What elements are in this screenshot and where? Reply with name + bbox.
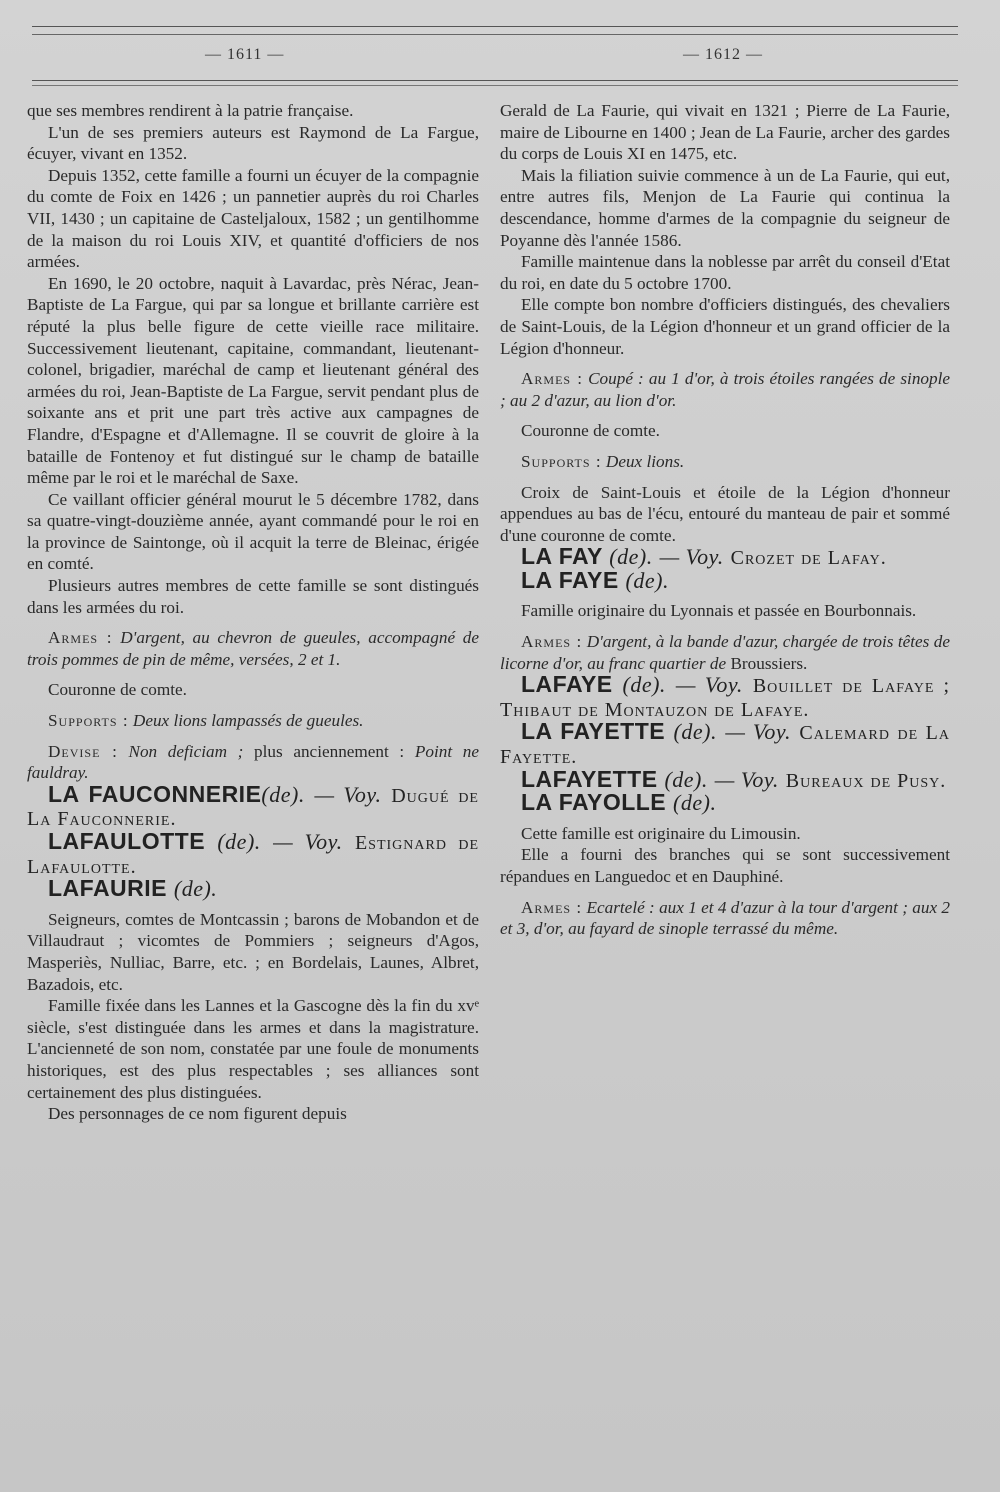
armes-label: Armes : <box>521 897 583 917</box>
devise-connector: plus anciennement : <box>254 741 405 761</box>
entry-voy: — Voy. <box>273 829 343 854</box>
croix-line: Croix de Saint-Louis et étoile de la Légion d'honneur appendues au bas de l'écu, entouré du manteau de pair et sommé d'une couronne de comte. <box>500 482 950 545</box>
paragraph: Plusieurs autres membres de cette famille se sont distingués dans les armées du roi. <box>27 576 479 617</box>
entry-particle: (de). <box>173 876 218 902</box>
supports-line <box>500 451 950 473</box>
couronne-line: Couronne de comte. <box>48 680 187 700</box>
paragraph: Famille fixée dans les Lannes et la Gascogne dès la fin du xvᵉ siècle, s'est distinguée dans les armes et dans la magistrature. L'ancienneté de son nom, constatée par une foule de monuments historiques, est des plus respectables ; ses alliances sont certainement des plus distinguées. <box>27 996 479 1102</box>
header-rule <box>32 80 958 81</box>
paragraph: L'un de ses premiers auteurs est Raymond de La Fargue, écuyer, vivant en 1352. <box>27 122 479 164</box>
paragraph: Seigneurs, comtes de Montcassin ; barons de Mobandon et de Villaudraut ; vicomtes de Pommiers ; seigneurs d'Agos, Masperiès, Nulliac, Barre, etc. ; en Bordelais, Launes, Albret, Bazadois, etc. <box>27 909 479 994</box>
header-rule-secondary <box>32 85 958 86</box>
entry-voy: — Voy. <box>714 766 779 792</box>
entry-particle: (de). <box>261 781 305 807</box>
entry-reference: Bureaux de Pusy. <box>785 769 947 792</box>
paragraph: Cette famille est originaire du Limousin. <box>521 823 801 843</box>
entry-reference: Estignard de Lafaulotte. <box>27 832 480 878</box>
entry-voy: — Voy. <box>725 719 791 745</box>
armes-label: Armes : <box>48 628 113 648</box>
entry-particle: (de). <box>673 719 717 745</box>
armes-label: Armes : <box>521 369 583 389</box>
entry-particle: (de). <box>664 766 708 792</box>
entry-name: LAFAULOTTE <box>48 828 206 854</box>
devise-label: Devise : <box>48 741 118 761</box>
entry-heading-lafaulotte <box>27 828 480 878</box>
armes-tail: Broussiers. <box>730 653 808 673</box>
left-column <box>27 100 479 1125</box>
right-page-number: — 1612 — <box>683 46 763 63</box>
entry-voy: — Voy. <box>659 544 724 570</box>
paragraph: Ce vaillant officier général mourut le 5 décembre 1782, dans sa quatre-vingt-douzième année, ayant commandé pour le roi en la province de Saintonge, où il acquit la terre de Bleinac, érigée en comté. <box>27 489 479 574</box>
armes-text: Ecartelé : aux 1 et 4 d'azur à la tour d'argent ; aux 2 et 3, d'or, au fayard de sinople terrassé du même. <box>500 897 950 939</box>
entry-name: LA FAY <box>521 543 603 570</box>
paragraph: Elle compte bon nombre d'officiers distingués, des chevaliers de Saint-Louis, de la Légion d'honneur et un grand officier de la Légion d'honneur. <box>500 295 950 358</box>
entry-heading-la-faye <box>500 566 950 593</box>
entry-particle: (de). <box>625 567 669 593</box>
supports-line <box>27 710 479 732</box>
entry-particle: (de). <box>622 672 666 698</box>
right-column <box>500 100 950 940</box>
paragraph: Gerald de La Faurie, qui vivait en 1321 ; Pierre de La Faurie, maire de Libourne en 1400 ; Jean de La Faurie, archer des gardes du corps de Louis XI en 1475, etc. <box>500 101 950 164</box>
paragraph: Famille originaire du Lyonnais et passée en Bourbonnais. <box>521 601 917 621</box>
devise-text: Non deficiam ; <box>128 741 244 761</box>
entry-voy: — Voy. <box>675 672 743 698</box>
entry-name: LA FAYE <box>521 566 619 593</box>
entry-reference: Bouillet de Lafaye ; Thibaut de Montauzon de Lafaye. <box>500 675 951 721</box>
entry-particle: (de). <box>217 829 261 854</box>
supports-text: Deux lions lampassés de gueules. <box>132 711 364 731</box>
entry-voy: — Voy. <box>314 781 382 807</box>
top-rule-secondary <box>32 34 958 35</box>
entry-reference: Crozet de Lafay. <box>730 547 887 570</box>
entry-name: LAFAYETTE <box>521 765 658 792</box>
armes-text: D'argent, au chevron de gueules, accompagné de trois pommes de pin de même, versées, 2 et 1. <box>27 628 479 669</box>
entry-name: LA FAUCONNERIE <box>48 780 262 807</box>
armes-line <box>27 627 479 670</box>
left-page-number: — 1611 — <box>205 46 285 63</box>
paragraph: En 1690, le 20 octobre, naquit à Lavardac, près Nérac, Jean-Baptiste de La Fargue, qui par sa longue et brillante carrière est réputé la plus belle figure de cette vieille race militaire. Successivement lieutenant, capitaine, commandant, lieutenant-colonel, brigadier, maréchal de camp et lieutenant général des armées du roi, Jean-Baptiste de La Fargue, servit pendant plus de soixante ans et prit une part très active aux campagnes de Flandre, d'Espagne et d'Allemagne. Il se couvrit de gloire à la bataille de Fontenoy et fut distingué sur le champ de bataille même par le roi et le maréchal de Saxe. <box>27 273 479 488</box>
armes-label: Armes : <box>521 632 583 652</box>
entry-heading-la-fayolle <box>500 789 950 816</box>
supports-label: Supports : <box>48 711 129 731</box>
supports-text: Deux lions. <box>605 451 685 471</box>
entry-name: LAFAYE <box>521 671 613 698</box>
paragraph: Famille maintenue dans la noblesse par arrêt du conseil d'Etat du roi, en date du 5 octobre 1700. <box>500 252 950 293</box>
armes-text: D'argent, à la bande d'azur, chargée de trois têtes de licorne d'or, au franc quartier de <box>500 632 951 673</box>
paragraph: Des personnages de ce nom figurent depuis <box>48 1104 347 1124</box>
paragraph: Elle a fourni des branches qui se sont successivement répandues en Languedoc et en Dauphiné. <box>500 845 950 886</box>
paragraph: que ses membres rendirent à la patrie française. <box>27 101 354 120</box>
devise-line <box>27 741 479 784</box>
entry-heading-la-fayette <box>500 718 950 769</box>
top-rule <box>32 26 958 27</box>
entry-name: LA FAYETTE <box>521 718 666 745</box>
supports-label: Supports : <box>521 451 602 471</box>
entry-name: LA FAYOLLE <box>521 789 667 816</box>
armes-line <box>500 368 950 411</box>
entry-name: LAFAURIE <box>48 875 167 902</box>
entry-heading-lafaurie <box>27 875 479 902</box>
armes-text: Coupé : au 1 d'or, à trois étoiles rangées de sinople ; au 2 d'azur, au lion d'or. <box>500 369 951 410</box>
armes-line <box>500 897 950 940</box>
entry-heading-lafaye <box>500 671 951 721</box>
entry-heading-la-fauconnerie <box>27 780 479 831</box>
paragraph: Mais la filiation suivie commence à un de La Faurie, qui eut, entre autres fils, Menjon de La Faurie qui continua la descendance, homme d'armes de la compagnie du seigneur de Poyanne dès l'année 1586. <box>500 165 950 250</box>
entry-reference: Calemard de La Fayette. <box>500 722 950 769</box>
entry-particle: (de). <box>673 790 717 816</box>
paragraph: Depuis 1352, cette famille a fourni un écuyer de la compagnie du comte de Foix en 1426 ; un pannetier auprès du roi Charles VII, 1430 ; un capitaine de Casteljaloux, 1582 ; un gentilhomme de la maison du roi Louis XIV, et quantité d'officiers de nos armées. <box>27 165 479 272</box>
armes-line <box>500 631 950 674</box>
couronne-line: Couronne de comte. <box>521 421 660 441</box>
devise-text-old: Point ne fauldray. <box>27 741 479 783</box>
entry-reference: Dugué de La Fauconnerie. <box>27 784 479 831</box>
entry-particle: (de). <box>609 544 653 570</box>
